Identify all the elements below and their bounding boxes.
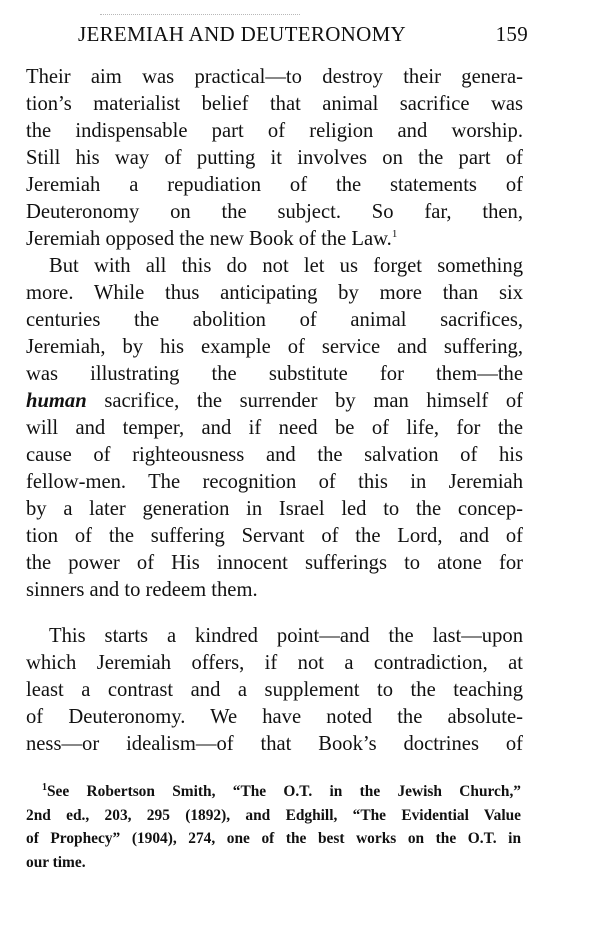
text-line: of Deuteronomy. We have noted the absolute- (26, 706, 523, 728)
text-line: cause of righteousness and the salvation of his (26, 444, 523, 466)
text-line: tion’s materialist belief that animal sacrifice was (26, 93, 523, 115)
text-line: the indispensable part of religion and worship. (26, 120, 523, 142)
text-line: But with all this do not let us forget something (49, 255, 523, 277)
footnote-marker: 1 (42, 782, 47, 793)
footnote-line: of Prophecy” (1904), 274, one of the best works on the O.T. in (26, 830, 521, 847)
text-line: by a later generation in Israel led to the concep- (26, 498, 523, 520)
text-line: fellow-men. The recognition of this in Jeremiah (26, 471, 523, 493)
text-line: Still his way of putting it involves on the part of (26, 147, 523, 169)
footnote-text: See Robertson Smith, “The O.T. in the Jewish Church,” (47, 783, 521, 800)
top-edge-rule (100, 14, 300, 15)
text-line: will and temper, and if need be of life, for the (26, 417, 523, 439)
text-line: Jeremiah, by his example of service and suffering, (26, 336, 523, 358)
text-line: ness—or idealism—of that Book’s doctrines of (26, 733, 523, 755)
text-line: tion of the suffering Servant of the Lord, and of (26, 525, 523, 547)
footnote-ref: 1 (391, 228, 398, 240)
text-line: centuries the abolition of animal sacrifices, (26, 309, 523, 331)
text-line: Deuteronomy on the subject. So far, then, (26, 201, 523, 223)
text-line-content: Jeremiah opposed the new Book of the Law. (26, 228, 392, 250)
text-line: which Jeremiah offers, if not a contradiction, at (26, 652, 523, 674)
body-text (26, 64, 523, 758)
text-line: the power of His innocent sufferings to atone for (26, 552, 523, 574)
footnote-line (26, 780, 521, 804)
emphasis-word: human (26, 390, 87, 412)
footnote (26, 780, 521, 874)
footnote-line: 2nd ed., 203, 295 (1892), and Edghill, “The Evidential Value (26, 806, 521, 824)
text-line: Their aim was practical—to destroy their genera- (26, 66, 523, 88)
running-title: JEREMIAH AND DEUTERONOMY (78, 22, 407, 46)
text-line: least a contrast and a supplement to the teaching (26, 679, 523, 701)
text-line (26, 388, 523, 415)
paragraph-3 (26, 623, 523, 758)
text-line (26, 226, 523, 253)
text-line: more. While thus anticipating by more than six (26, 282, 523, 304)
text-line-content: sacrifice, the surrender by man himself of (86, 390, 523, 412)
footnote-line: our time. (26, 853, 86, 871)
paragraph-2 (26, 253, 523, 604)
paragraph-1 (26, 64, 523, 253)
text-line: was illustrating the substitute for them—the (26, 363, 523, 385)
text-line: This starts a kindred point—and the last—upon (49, 625, 523, 647)
text-line: Jeremiah a repudiation of the statements of (26, 174, 523, 196)
text-line: sinners and to redeem them. (26, 579, 258, 601)
page-number: 159 (495, 22, 528, 46)
